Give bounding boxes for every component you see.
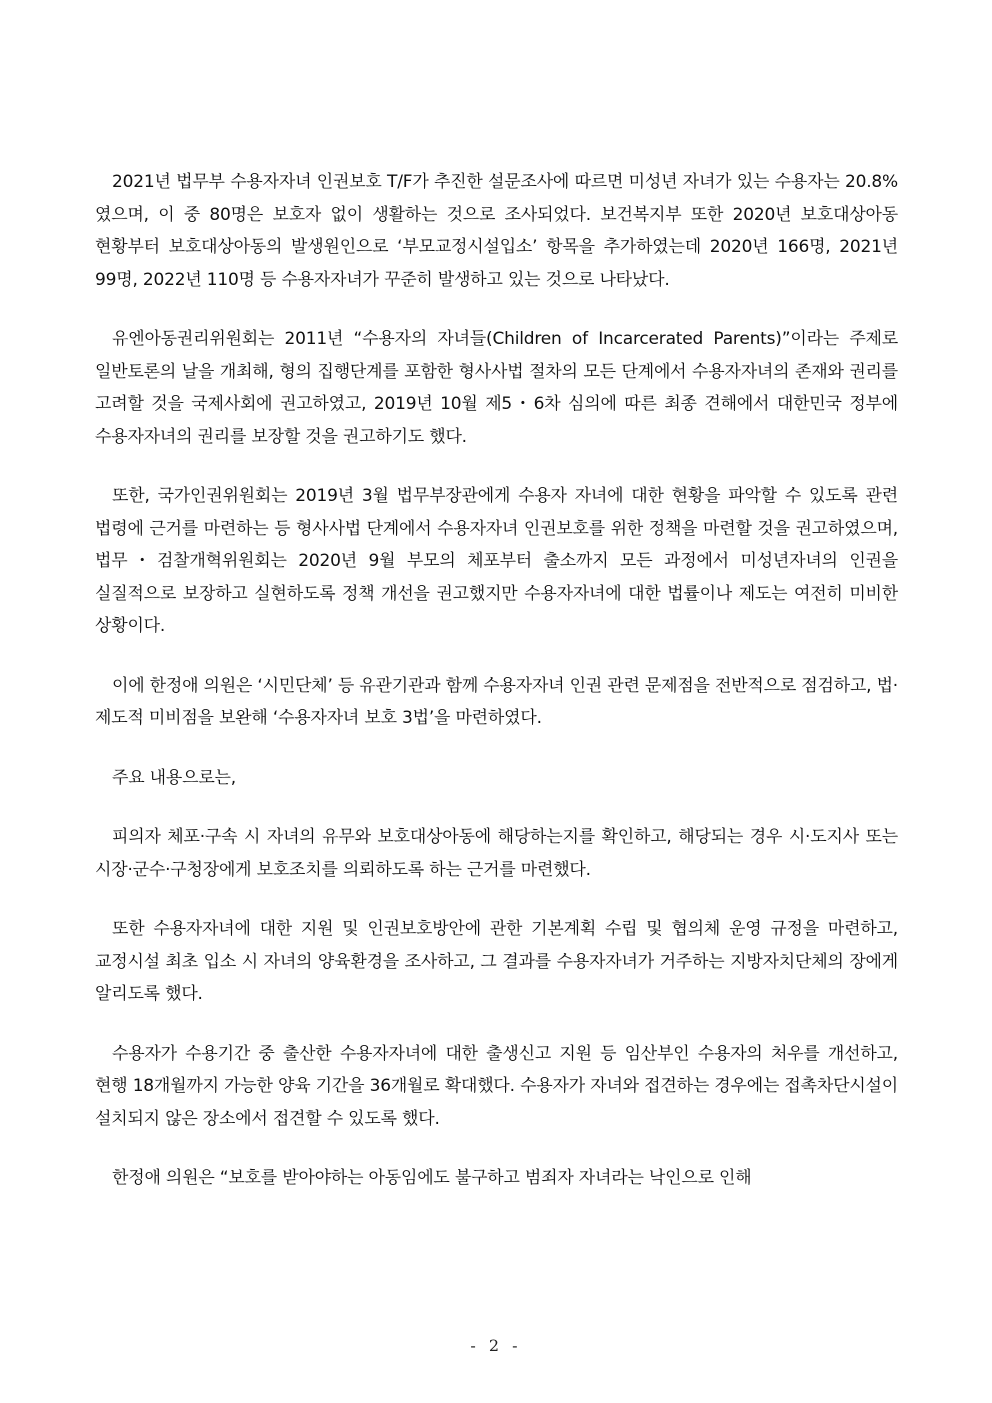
paragraph-main-content-intro: 주요 내용으로는, <box>112 767 236 788</box>
page-number: - 2 - <box>470 1336 522 1355</box>
paragraph-un-committee: 유엔아동권리위원회는 2011년 “수용자의 자녀들(Children of Incarcerated Parents)”이라는 주제로 일반토론의 날을 개최해, 형의 집행단계를 포함한 형사사법 절차의 모든 단계에서 수용자자녀의 존재와 권리를 고려할 것을 국제사회에 권고하였고, 2019년 10월 제5・6차 심의에 따른 최종 견해에서 대한민국 정부에 수용자자녀의 권리를 보장할 것을 권고하기도 했다. <box>95 329 898 447</box>
paragraph-three-laws: 이에 한정애 의원은 ‘시민단체’ 등 유관기관과 함께 수용자자녀 인권 관련 문제점을 전반적으로 점검하고, 법·제도적 미비점을 보완해 ‘수용자자녀 보호 3법’을 마련하였다. <box>95 675 899 728</box>
paragraph-arrest-protection: 피의자 체포·구속 시 자녀의 유무와 보호대상아동에 해당하는지를 확인하고, 해당되는 경우 시·도지사 또는 시장·군수·구청장에게 보호조치를 의뢰하도록 하는 근거를 마련했다. <box>95 827 898 880</box>
paragraph-survey: 2021년 법무부 수용자자녀 인권보호 T/F가 추진한 설문조사에 따르면 미성년 자녀가 있는 수용자는 20.8%였으며, 이 중 80명은 보호자 없이 생활하는 것으로 조사되었다. 보건복지부 또한 2020년 보호대상아동 현황부터 보호대상아동의 발생원인으로 ‘부모교정시설입소’ 항목을 추가하였는데 2020년 166명, 2021년 99명, 2022년 110명 등 수용자자녀가 꾸준히 발생하고 있는 것으로 나타났다. <box>95 172 898 290</box>
paragraph-quote: 한정애 의원은 “보호를 받아야하는 아동임에도 불구하고 범죄자 자녀라는 낙인으로 인해 <box>112 1168 752 1188</box>
document-body <box>95 166 898 1222</box>
paragraph-basic-plan: 또한 수용자자녀에 대한 지원 및 인권보호방안에 관한 기본계획 수립 및 협의체 운영 규정을 마련하고, 교정시설 최초 입소 시 자녀의 양육환경을 조사하고, 그 결과를 수용자자녀가 거주하는 지방자치단체의 장에게 알리도록 했다. <box>95 919 898 1004</box>
paragraph-birth-registration: 수용자가 수용기간 중 출산한 수용자자녀에 대한 출생신고 지원 등 임산부인 수용자의 처우를 개선하고, 현행 18개월까지 가능한 양육 기간을 36개월로 확대했다. 수용자가 자녀와 접견하는 경우에는 접촉차단시설이 설치되지 않은 장소에서 접견할 수 있도록 했다. <box>95 1043 898 1129</box>
paragraph-human-rights-commission: 또한, 국가인권위원회는 2019년 3월 법무부장관에게 수용자 자녀에 대한 현황을 파악할 수 있도록 관련 법령에 근거를 마련하는 등 형사사법 단계에서 수용자자녀 인권보호를 위한 정책을 마련할 것을 권고하였으며, 법무・검찰개혁위원회는 2020년 9월 부모의 체포부터 출소까지 모든 과정에서 미성년자녀의 인권을 실질적으로 보장하고 실현하도록 정책 개선을 권고했지만 수용자자녀에 대한 법률이나 제도는 여전히 미비한 상황이다. <box>95 486 898 636</box>
